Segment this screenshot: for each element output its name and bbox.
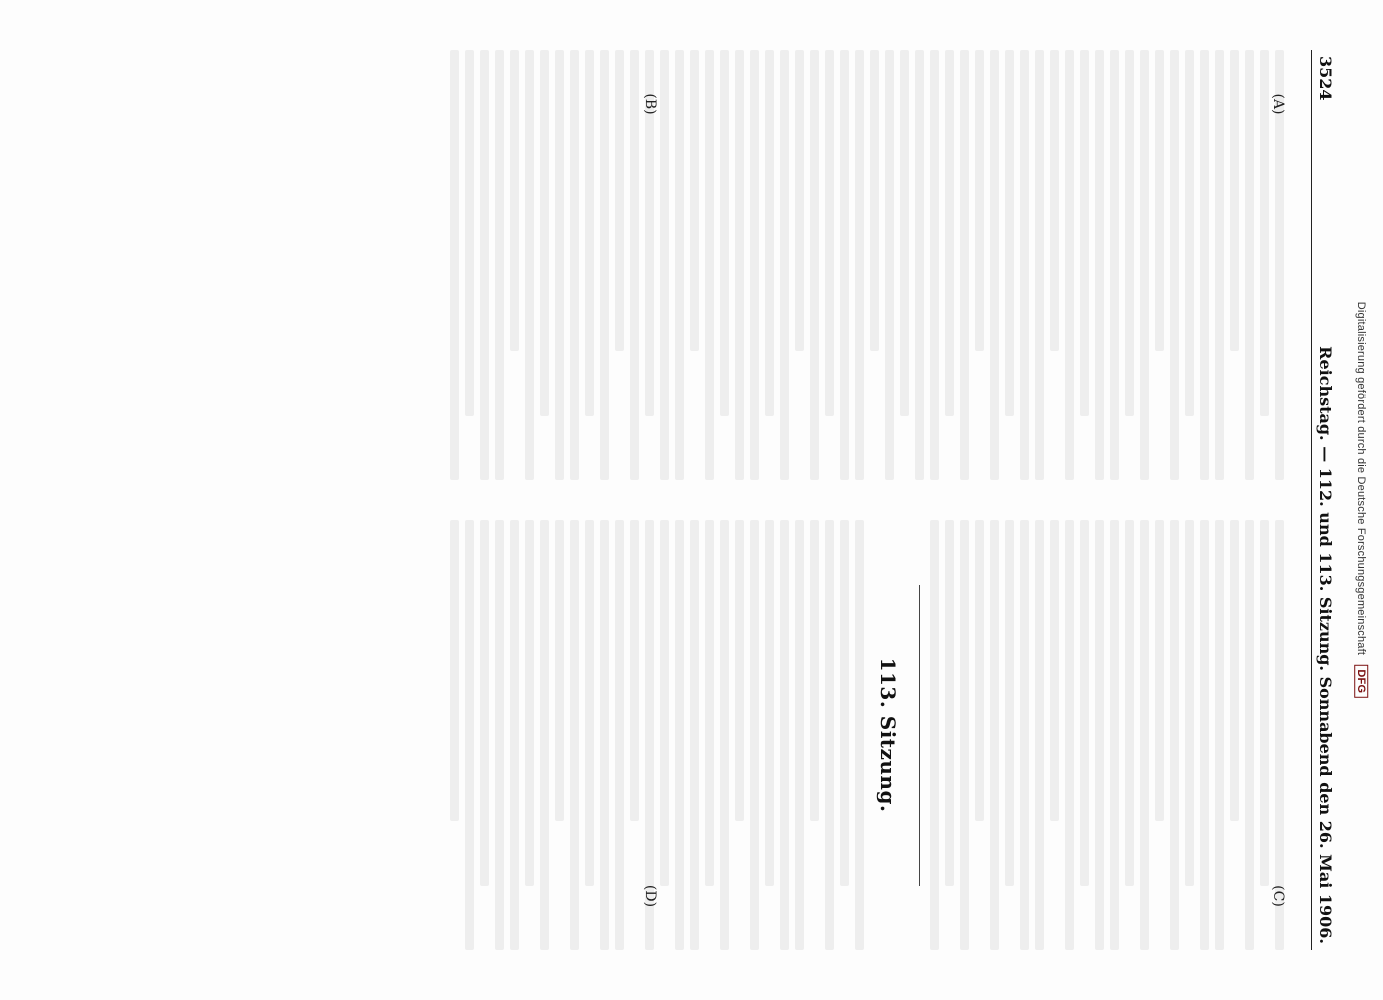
page-canvas [90,50,1340,950]
margin-marker-b: (B) [642,93,658,115]
section-divider [919,585,920,886]
right-column [108,520,1298,950]
digitization-text: Digitalisierung gefördert durch die Deutsche Forschungsgemeinschaft [1355,301,1368,656]
left-column [108,50,1298,480]
page-number: 3524 [1316,56,1336,101]
digitization-credit [1349,8,1373,992]
section-title: 113. Sitzung. [876,657,900,813]
text-columns [108,50,1298,950]
page-header [1311,50,1340,950]
digitization-credit-text [1354,302,1368,698]
margin-marker-c: (C) [1270,885,1286,907]
dfg-logo: DFG [1354,664,1368,698]
page-title: Reichstag. — 112. und 113. Sitzung. Sonnabend den 26. Mai 1906. [1316,346,1336,944]
margin-marker-d: (D) [642,884,658,908]
margin-marker-a: (A) [1270,93,1286,115]
rotated-content [90,50,1340,950]
